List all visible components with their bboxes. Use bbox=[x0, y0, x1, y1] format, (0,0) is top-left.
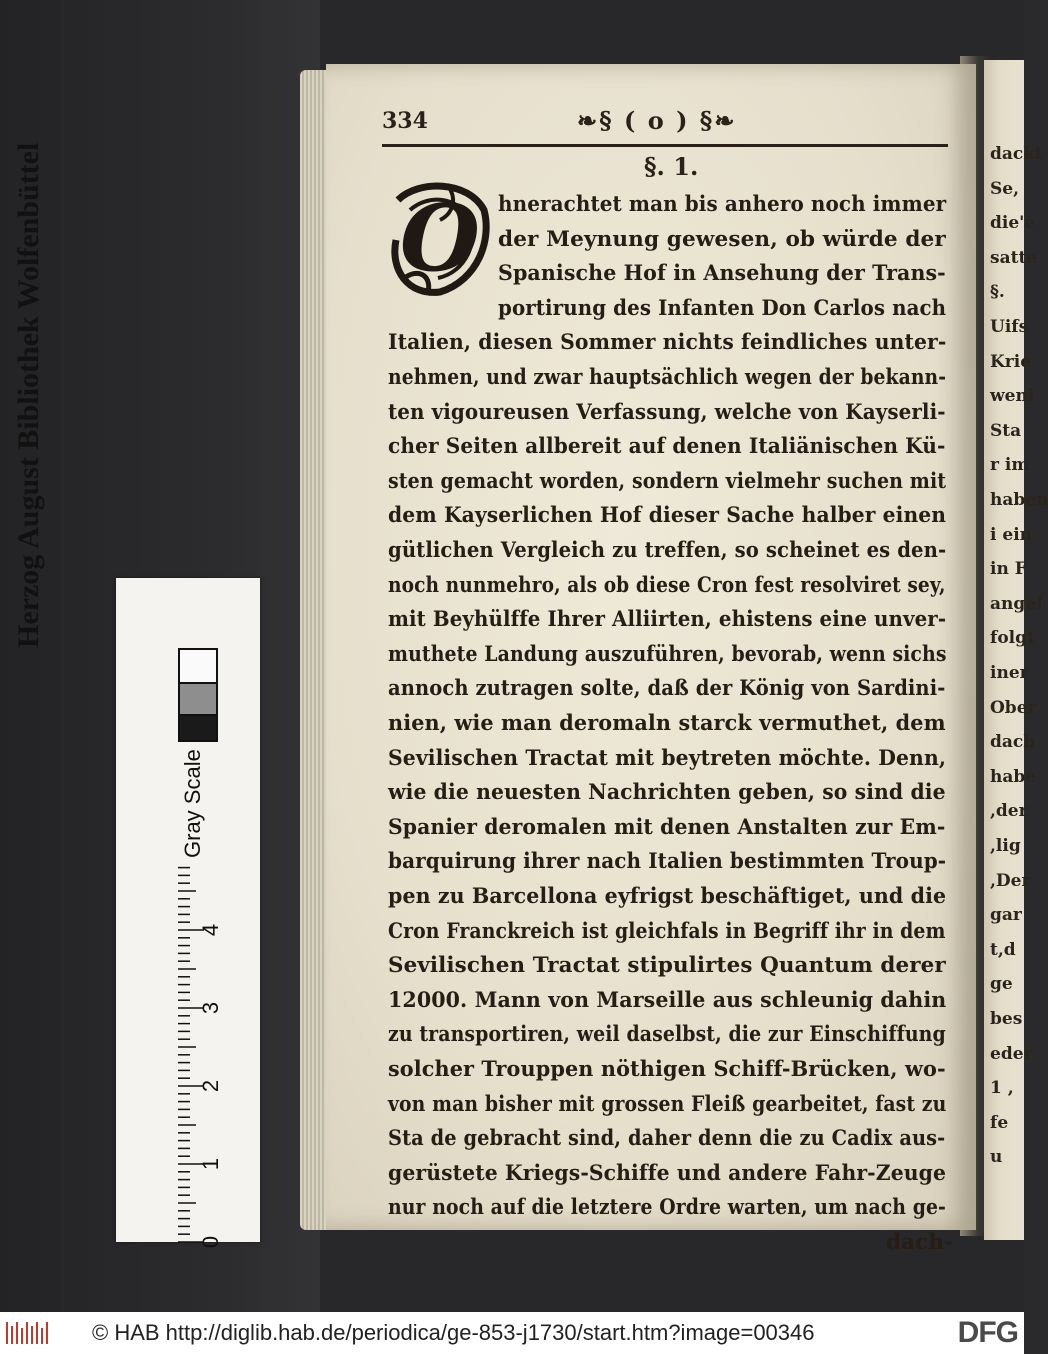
text-line: der Meynung gewesen, ob würde der bbox=[498, 226, 946, 252]
text-line: Italien, diesen Sommer nichts feindliches unter- bbox=[388, 330, 947, 356]
text-line: 12000. Mann von Marseille aus schleunig dahin bbox=[388, 987, 947, 1013]
text-line: nien, wie man deromaln starck vermuthet, dem bbox=[388, 711, 946, 736]
catchword: dach- bbox=[886, 1230, 954, 1255]
next-page-fragment: Sta bbox=[990, 420, 1022, 441]
next-page-fragment: eder bbox=[990, 1043, 1033, 1064]
text-line: noch nunmehro, als ob diese Cron fest resolviret sey, bbox=[388, 572, 946, 598]
text-line: Spanische Hof in Ansehung der Trans- bbox=[498, 261, 946, 287]
text-line: Cron Franckreich ist gleichfals in Begriff ihr in dem bbox=[388, 918, 946, 944]
text-line: Sevilischen Tractat stipulirtes Quantum derer bbox=[388, 953, 946, 979]
text-line: hnerachtet man bis anhero noch immer bbox=[498, 192, 947, 217]
text-line: barquirung ihrer nach Italien bestimmten Troup- bbox=[388, 849, 947, 875]
gray-swatch-gray bbox=[178, 682, 218, 716]
next-page-fragment: dach bbox=[990, 732, 1036, 753]
next-page-fragment: Ober bbox=[990, 697, 1037, 718]
text-line: nur noch auf die letztere Ordre warten, um nach ge- bbox=[388, 1195, 946, 1221]
text-line: mit Beyhülffe Ihrer Alliirten, ehistens eine unver- bbox=[388, 607, 947, 633]
text-line: pen zu Barcellona eyfrigst beschäftiget, und die bbox=[388, 884, 947, 909]
next-page-fragment: t,d bbox=[990, 939, 1016, 960]
text-line: solcher Trouppen nöthigen Schiff-Brücken, wo- bbox=[388, 1057, 946, 1082]
drop-cap-letter: O bbox=[399, 184, 481, 292]
text-line: ten vigoureusen Verfassung, welche von Kayserli- bbox=[388, 399, 946, 425]
text-line: Spanier deromalen mit denen Anstalten zur Em- bbox=[388, 814, 946, 840]
next-page-fragment: angel bbox=[990, 593, 1043, 614]
next-page-fragment: u bbox=[990, 1147, 1003, 1168]
hab-logo-icon bbox=[4, 1318, 84, 1348]
ruler-number: 4 bbox=[198, 923, 223, 937]
text-line: wie die neuesten Nachrichten geben, so sind die bbox=[388, 780, 946, 806]
body-text bbox=[326, 64, 976, 1255]
text-line: cher Seiten allbereit auf denen Italiänischen Kü- bbox=[388, 434, 946, 460]
book-page bbox=[326, 64, 976, 1255]
ruler-number: 1 bbox=[198, 1157, 223, 1171]
gray-swatch-black bbox=[178, 714, 218, 742]
next-page-fragment: §. bbox=[990, 282, 1005, 303]
text-line: annoch zutragen solte, daß der König von Sardini- bbox=[388, 676, 946, 702]
text-line: nehmen, und zwar hauptsächlich wegen der bekann- bbox=[388, 365, 947, 390]
text-line: Sevilischen Tractat mit beytreten möchte. Denn, bbox=[388, 745, 947, 771]
footer-credit: © HAB http://diglib.hab.de/periodica/ge-853-j1730/start.htm?image=00346 bbox=[92, 1320, 815, 1345]
text-line: dem Kayserlichen Hof dieser Sache halber einen bbox=[388, 503, 947, 529]
next-page-fragment: iner bbox=[990, 663, 1029, 683]
next-page-fragment: 1 , bbox=[990, 1078, 1014, 1099]
next-page-fragment: die'e bbox=[990, 213, 1036, 234]
section-mark: §. 1. bbox=[644, 152, 699, 181]
gray-swatch-white bbox=[178, 648, 218, 684]
text-line: gerüstete Kriegs-Schiffe und andere Fahr-Zeuge bbox=[388, 1160, 947, 1186]
next-page-fragment: dackt bbox=[990, 144, 1043, 164]
gray-scale-label: Gray Scale bbox=[180, 749, 205, 858]
next-page-fragment: weni bbox=[990, 386, 1035, 407]
next-page-fragment: Uifs bbox=[990, 317, 1029, 337]
next-page-edge bbox=[984, 60, 1048, 1240]
text-line: gütlichen Vergleich zu treffen, so scheinet es den- bbox=[388, 538, 947, 563]
ruler-number: 0 bbox=[198, 1235, 223, 1249]
ruler-number: 3 bbox=[198, 1001, 223, 1015]
next-page-fragment: in F bbox=[990, 559, 1027, 580]
text-line: sten gemacht worden, sondern vielmehr suchen mit bbox=[388, 468, 947, 494]
next-page-fragment: bes bbox=[990, 1009, 1023, 1029]
text-line: portirung des Infanten Don Carlos nach bbox=[498, 295, 947, 321]
next-page-fragment: folgt bbox=[990, 628, 1035, 649]
next-page-fragment: r im bbox=[990, 455, 1030, 476]
next-page-fragment: haben bbox=[990, 490, 1048, 510]
head-ornament: ❧§ ( o ) §❧ bbox=[577, 106, 737, 135]
next-page-fragment: gar bbox=[990, 905, 1022, 926]
next-page-fragment: ,lig bbox=[990, 836, 1021, 856]
next-page-fragment: satte bbox=[990, 247, 1038, 268]
next-page-fragment: habe bbox=[990, 766, 1037, 787]
text-line: muthete Landung auszuführen, bevorab, wenn sichs bbox=[388, 641, 947, 667]
ruler-institution-label: Herzog August Bibliothek Wolfenbüttel bbox=[12, 142, 45, 648]
footer-bar bbox=[0, 1312, 1024, 1354]
next-page-fragment: ,Der bbox=[990, 870, 1031, 891]
text-line: Sta de gebracht sind, daher denn die zu Cadix aus- bbox=[388, 1126, 946, 1152]
page-number: 334 bbox=[382, 108, 428, 134]
text-line: von man bisher mit grossen Fleiß gearbeitet, fast zu bbox=[388, 1091, 947, 1117]
text-line: zu transportiren, weil daselbst, die zur Einschiffung bbox=[388, 1022, 946, 1048]
ruler-number: 2 bbox=[198, 1079, 223, 1093]
next-page-fragment: Se, bbox=[990, 178, 1020, 199]
next-page-fragment: ,der bbox=[990, 801, 1028, 822]
ruler-ticks bbox=[170, 862, 230, 1252]
next-page-fragment: fe bbox=[990, 1112, 1009, 1133]
next-page-fragment: Krie bbox=[990, 351, 1032, 372]
next-page-fragment: i ein bbox=[990, 524, 1033, 545]
next-page-fragment: ge bbox=[990, 974, 1013, 995]
dfg-logo: DFG bbox=[957, 1316, 1018, 1349]
